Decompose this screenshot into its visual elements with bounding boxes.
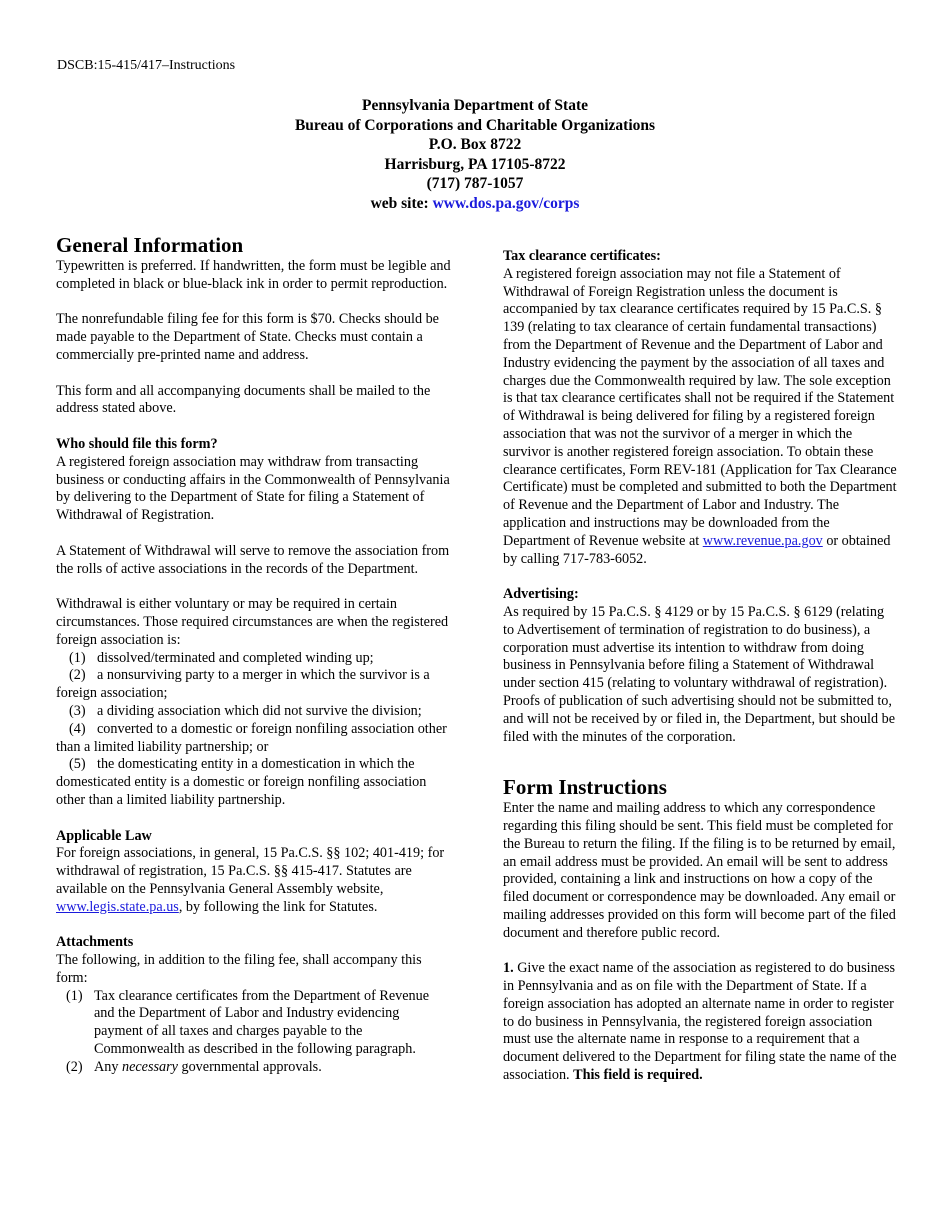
general-information-heading: General Information [56,233,244,257]
attachments-heading: Attachments [56,934,134,951]
tax-clearance-text: A registered foreign association may not file a Statement of Withdrawal of Foreign Registration unless the document is accompanied by tax clearance certificates required by 15 Pa.C.S. § 139 (relating to tax clearance of certain fundamental transactions) from the Department of Revenue and the Department of Labor and Industry evidencing the payment by the association of all taxes and charges due the Commonwealth required by law. The sole exception is that tax clearance certificates shall not be required if the Statement of Withdrawal is being delivered for filing by a registered foreign association that was not the survivor of a merger in which the survivor is another registered foreign association. To obtain these clearance certificates, Form REV-181 (Application for Tax Clearance Certificate) must be completed and submitted to both the Department of Revenue and the Department of Labor and Industry. The application and instructions may be downloaded from the Department of Revenue website at www.revenue.pa.gov or obtained by calling 717-783-6052. [503,265,897,567]
city-state-zip: Harrisburg, PA 17105-8722 [384,155,566,173]
revenue-link[interactable]: www.revenue.pa.gov [702,532,823,549]
form-code: DSCB:15-415/417–Instructions [57,58,236,73]
attachments-list [56,988,451,1077]
general-paragraph-2: The nonrefundable filing fee for this form is $70. Checks should be made payable to the Department of State. Checks must contain a commercially pre-printed name and address. [56,311,439,363]
website-link[interactable]: www.dos.pa.gov/corps [432,194,580,212]
general-paragraph-3: This form and all accompanying documents shall be mailed to the address stated above. [56,382,431,417]
website-line [0,194,950,214]
bureau-name: Bureau of Corporations and Charitable Organizations [294,116,656,134]
form-instructions-heading: Form Instructions [503,775,667,800]
attachment-item: (2) Any necessary governmental approvals. [66,1058,322,1075]
circumstance-item: (5) the domesticating entity in a domestication in which the domesticated entity is a domestic or foreign nonfiling association other than a limited liability partnership. [56,756,427,808]
agency-header [0,96,950,213]
circumstance-item: (1) dissolved/terminated and completed winding up; [69,649,374,666]
applicable-law-heading: Applicable Law [56,827,152,844]
tax-clearance-heading: Tax clearance certificates: [503,248,661,264]
agency-name: Pennsylvania Department of State [361,97,589,114]
applicable-law-text: For foreign associations, in general, 15 Pa.C.S. §§ 102; 401-419; for withdrawal of registration, 15 Pa.C.S. §§ 415-417. Statutes are available on the Pennsylvania General Assembly website, www.legis.state.pa.us, by following the link for Statutes. [56,845,445,915]
general-paragraph-1: Typewritten is preferred. If handwritten, the form must be legible and completed in black or blue-black ink in order to permit reproduction. [56,258,451,292]
po-box: P.O. Box 8722 [428,136,522,153]
who-paragraph-2: A Statement of Withdrawal will serve to remove the association from the rolls of active associations in the records of the Department. [56,542,450,577]
phone-number: (717) 787-1057 [426,175,524,192]
advertising-text: As required by 15 Pa.C.S. § 4129 or by 15 Pa.C.S. § 6129 (relating to Advertisement of termination of registration to do business), a corporation must advertise its intention to withdraw from doing business in Pennsylvania before filing a Statement of Withdrawal under section 415 (relating to voluntary withdrawal of registration). Proofs of publication of such advertising should not be submitted to, and will not be received by or filed in, the Department, but should be filed with the minutes of the corporation. [503,603,896,745]
right-column [503,248,898,1103]
attachments-intro: The following, in addition to the filing fee, shall accompany this form: [56,952,422,986]
who-paragraph-3: Withdrawal is either voluntary or may be required in certain circumstances. Those required circumstances are when the registered foreign association is: [56,596,449,648]
legis-link[interactable]: www.legis.state.pa.us [56,898,179,915]
instruction-item-1: 1. Give the exact name of the association as registered to do business in Pennsylvania and as on file with the Department of State. If a foreign association has adopted an alternate name in order to register to do business in Pennsylvania, the registered foreign association must use the alternate name in response to a requirement that a document delivered to the Department for filing state the name of the association. This field is required. [503,960,897,1084]
website-label: web site: [370,194,433,212]
left-column [56,232,451,1077]
circumstance-item: (2) a nonsurviving party to a merger in which the survivor is a foreign association; [56,667,430,702]
circumstance-item: (3) a dividing association which did not survive the division; [69,702,422,719]
advertising-heading: Advertising: [503,586,579,603]
circumstance-item: (4) converted to a domestic or foreign nonfiling association other than a limited liability partnership; or [56,720,447,755]
form-instructions-intro: Enter the name and mailing address to which any correspondence regarding this filing should be sent. This field must be completed for the Bureau to return the filing. If the filing is to be returned by email, an email address must be provided. An email will be sent to address provided, containing a link and instructions on how a copy of the filed document or correspondence may be downloaded. Any email or mailing addresses provided on this form will become part of the filed document and therefore public record. [503,800,896,941]
circumstances-list [56,650,451,810]
who-should-file-heading: Who should file this form? [56,435,218,452]
who-paragraph-1: A registered foreign association may withdraw from transacting business or conducting affairs in the Commonwealth of Pennsylvania by delivering to the Department of State for filing a Statement of Withdrawal of Registration. [56,453,450,524]
attachment-item: (1) Tax clearance certificates from the Department of Revenue and the Department of Labor and Industry evidencing payment of all taxes and charges payable to the Commonwealth as described in the following paragraph. [66,987,429,1058]
